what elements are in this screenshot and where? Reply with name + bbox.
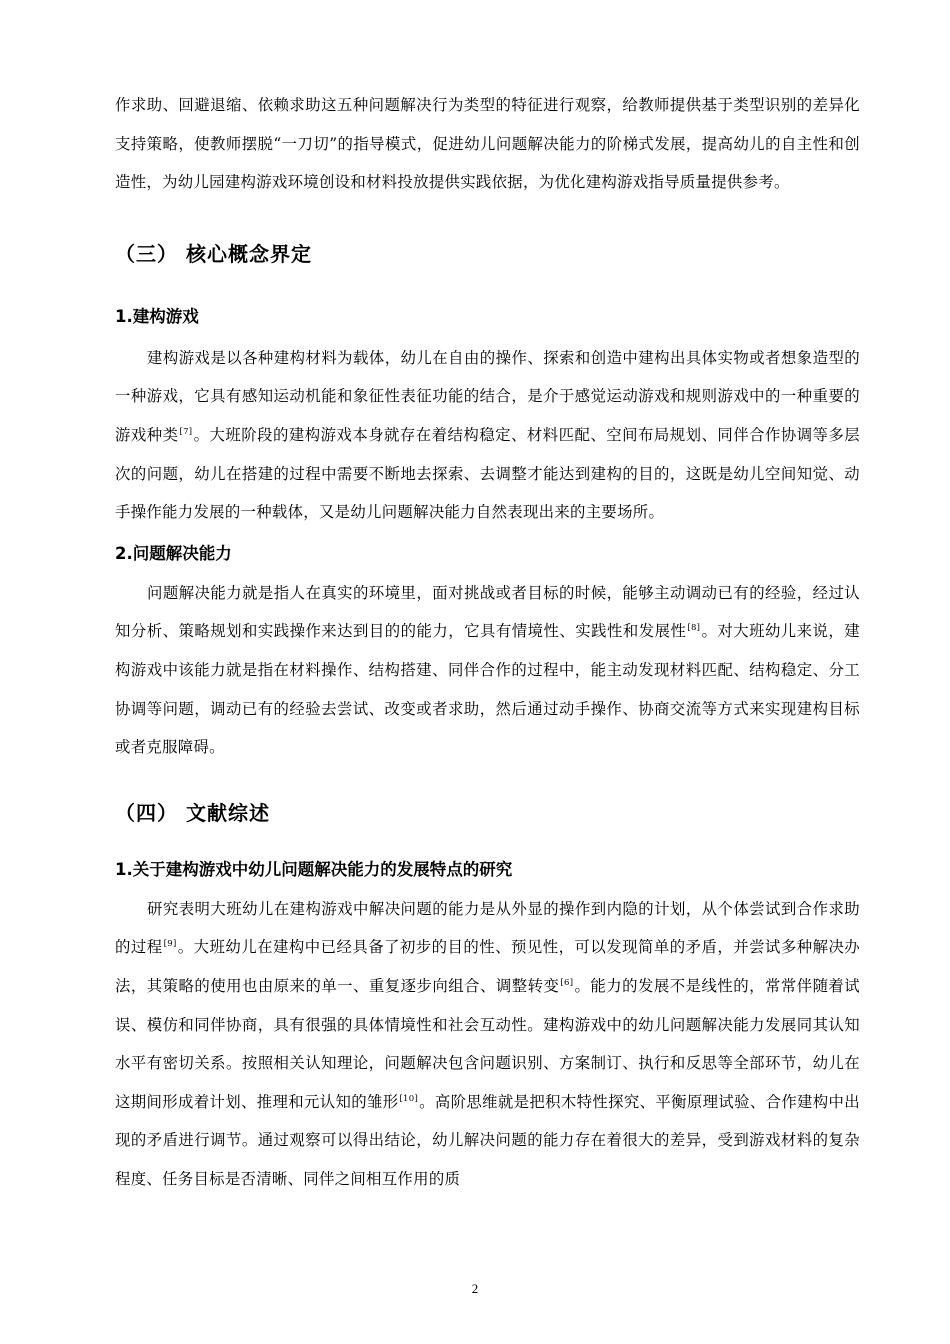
paragraph-text: 建构游戏是以各种建构材料为载体，幼儿在自由的操作、探索和创造中建构出具体实物或者想象造型的一种游戏，它具有感知运动机能和象征性表征功能的结合，是介于感觉运动游戏和规则游戏中的一种重要的游戏种类 [115, 348, 860, 444]
citation-marker: [7] [179, 426, 193, 437]
paragraph-development-features [115, 890, 860, 1199]
section-heading-literature-review: （四） 文献综述 [115, 800, 270, 825]
paragraph-text: 。大班幼儿在建构中已经具备了初步的目的性、预见性，可以发现简单的矛盾，并尝试多种解决办法，其策略的使用也由原来的单一、重复逐步向组合、调整转变 [115, 938, 861, 995]
subheading-development-features: 1.关于建构游戏中幼儿问题解决能力的发展特点的研究 [115, 859, 513, 879]
citation-marker: [10] [399, 1093, 419, 1104]
paragraph-text: 研究表明大班幼儿在建构游戏中解决问题的能力是从外显的操作到内隐的计划，从个体尝试到合作求助的过程 [115, 899, 860, 957]
paragraph-text: 。对大班幼儿来说，建构游戏中该能力就是指在材料操作、结构搭建、同伴合作的过程中，能主动发现材料匹配、结构稳定、分工协调等问题，调动已有的经验去尝试、改变或者求助，然后通过动手操作、协商交流等方式来实现建构目标或者克服障碍。 [115, 622, 860, 757]
citation-marker: [8] [687, 623, 701, 634]
subheading-construction-play: 1.建构游戏 [115, 306, 199, 326]
page-content [115, 86, 860, 1198]
paragraph-construction-play [115, 339, 860, 532]
paragraph-text: 问题解决能力就是指人在真实的环境里，面对挑战或者目标的时候，能够主动调动已有的经验，经过认知分析、策略规划和实践操作来达到目的的能力，它具有情境性、实践性和发展性 [115, 583, 860, 641]
section-heading-core-concepts: （三） 核心概念界定 [115, 241, 312, 266]
paragraph-problem-solving [115, 574, 860, 767]
paragraph-text: 。高阶思维就是把积木特性探究、平衡原理试验、合作建构中出现的矛盾进行调节。通过观察可以得出结论，幼儿解决问题的能力存在着很大的差异，受到游戏材料的复杂程度、任务目标是否清晰、同伴之间相互作用的质 [115, 1092, 860, 1188]
paragraph-text: 。大班阶段的建构游戏本身就存在着结构稳定、材料匹配、空间布局规划、同伴合作协调等多层次的问题，幼儿在搭建的过程中需要不断地去探索、去调整才能达到建构的目的，这既是幼儿空间知觉、动手操作能力发展的一种载体，又是幼儿问题解决能力自然表现出来的主要场所。 [115, 425, 860, 522]
intro-paragraph: 作求助、回避退缩、依赖求助这五种问题解决行为类型的特征进行观察，给教师提供基于类型识别的差异化支持策略，使教师摆脱“一刀切”的指导模式，促进幼儿问题解决能力的阶梯式发展，提高幼儿的自主性和创造性，为幼儿园建构游戏环境创设和材料投放提供实践依据，为优化建构游戏指导质量提供参考。 [115, 96, 860, 192]
citation-marker: [9] [163, 939, 177, 950]
page-number: 2 [471, 1281, 479, 1296]
subheading-problem-solving: 2.问题解决能力 [115, 543, 232, 563]
citation-marker: [6] [560, 977, 574, 988]
paragraph-text: 。能力的发展不是线性的，常常伴随着试误、模仿和同伴协商，具有很强的具体情境性和社会互动性。建构游戏中的幼儿问题解决能力发展同其认知水平有密切关系。按照相关认知理论，问题解决包含问题识别、方案制订、执行和反思等全部环节，幼儿在这期间形成着计划、推理和元认知的雏形 [115, 976, 860, 1111]
